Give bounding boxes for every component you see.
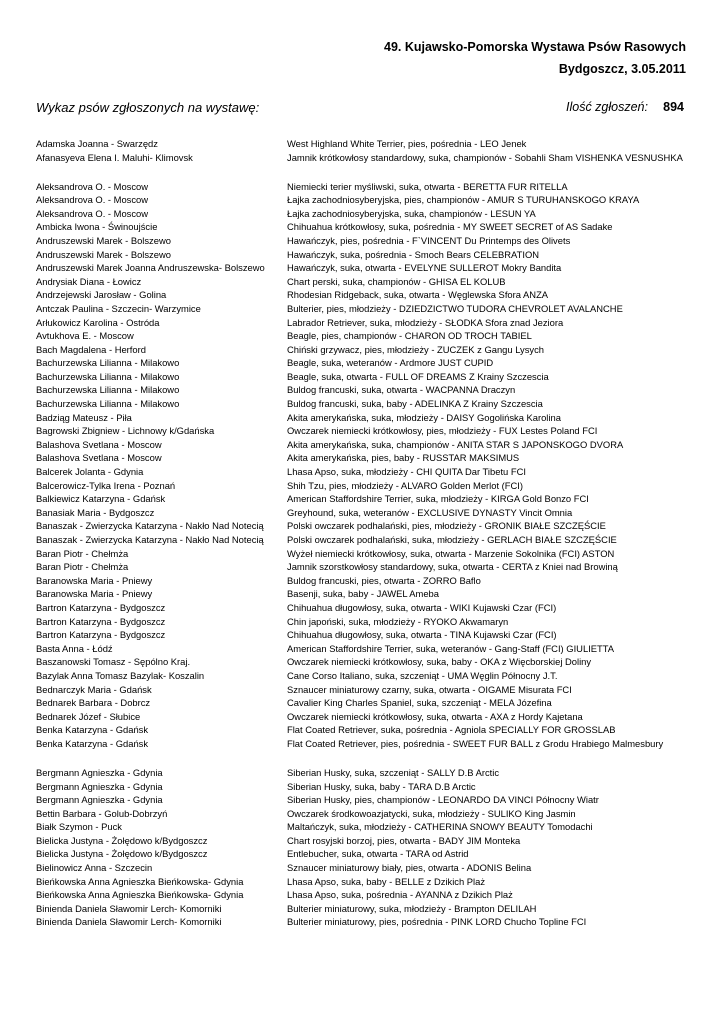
list-item <box>36 915 686 929</box>
list-item <box>36 888 686 902</box>
entry-owner: Adamska Joanna - Swarzędz <box>36 138 158 149</box>
entry-owner: Bieńkowska Anna Agnieszka Bieńkowska- Gdynia <box>36 889 244 901</box>
entry-dog: Hawańczyk, suka, pośrednia - Smoch Bears CELEBRATION <box>287 248 540 260</box>
list-item <box>36 438 686 452</box>
entry-dog: Siberian Husky, suka, szczeniąt - SALLY D.B Arctic <box>287 766 500 778</box>
entry-dog: American Staffordshire Terrier, suka, młodzieży - KIRGA Gold Bonzo FCI <box>287 493 589 505</box>
list-item <box>36 628 686 642</box>
entry-owner: Balashova Svetlana - Moscow <box>36 452 162 464</box>
entry-owner: Bielinowicz Anna - Szczecin <box>36 862 153 874</box>
entry-dog: Chihuahua długowłosy, suka, otwarta - WIKI Kujawski Czar (FCI) <box>287 601 557 613</box>
entry-owner: Aleksandrova O. - Moscow <box>36 194 149 206</box>
entry-dog: Polski owczarek podhalański, suka, młodzieży - GERLACH BIAŁE SZCZĘŚCIE <box>287 534 617 546</box>
list-item <box>36 574 686 588</box>
list-item <box>36 737 686 764</box>
entry-dog: Wyżeł niemiecki krótkowłosy, suka, otwarta - Marzenie Sokolnika (FCI) ASTON <box>287 547 615 559</box>
entry-dog: Flat Coated Retriever, suka, pośrednia - Agniola SPECIALLY FOR GROSSLAB <box>287 724 616 736</box>
entry-owner: Bachurzewska Lilianna - Milakowo <box>36 357 180 369</box>
entry-owner: Andrysiak Diana - Łowicz <box>36 275 142 287</box>
entry-dog: Cane Corso Italiano, suka, szczeniąt - UMA Węglin Północny J.T. <box>287 669 558 681</box>
entry-dog: Buldog francuski, suka, otwarta - WACPANNA Draczyn <box>287 384 516 396</box>
entry-dog: Greyhound, suka, weteranów - EXCLUSIVE DYNASTY Vincit Omnia <box>287 506 573 518</box>
list-item <box>36 766 686 780</box>
entry-dog: American Staffordshire Terrier, suka, weteranów - Gang-Staff (FCI) GIULIETTA <box>287 642 615 654</box>
list-item <box>36 207 686 221</box>
entry-owner: Banasiak Maria - Bydgoszcz <box>36 506 155 518</box>
entry-dog: Akita amerykańska, suka, młodzieży - DAISY Gogolińska Karolina <box>287 411 561 423</box>
entry-dog: Beagle, suka, weteranów - Ardmore JUST CUPID <box>287 357 494 369</box>
list-item <box>36 519 686 533</box>
entry-dog: Cavalier King Charles Spaniel, suka, szczeniąt - MELA Józefina <box>287 697 552 709</box>
list-item <box>36 465 686 479</box>
entry-owner: Andrzejewski Jarosław - Golina <box>36 289 167 301</box>
list-item <box>36 861 686 875</box>
list-item <box>36 875 686 889</box>
list-item <box>36 780 686 794</box>
entry-dog: Łajka zachodniosyberyjska, pies, championów - AMUR S TURUHANSKOGO KRAYA <box>287 194 640 206</box>
list-item <box>36 547 686 561</box>
entry-owner: Afanasyeva Elena I. Maluhi- Klimovsk <box>36 151 193 163</box>
entry-owner: Baranowska Maria - Pniewy <box>36 588 153 600</box>
entry-dog: Buldog francuski, pies, otwarta - ZORRO Baflo <box>287 574 481 586</box>
entry-owner: Bettin Barbara - Golub-Dobrzyń <box>36 807 168 819</box>
list-item <box>36 234 686 248</box>
list-item <box>36 793 686 807</box>
count-value: 894 <box>663 100 684 114</box>
entry-dog: Owczarek niemiecki krótkowłosy, suka, baby - OKA z Więcborskiej Doliny <box>287 656 592 668</box>
entry-dog: Bulterier miniaturowy, suka, młodzieży - Brampton DELILAH <box>287 902 537 914</box>
entry-dog: Lhasa Apso, suka, baby - BELLE z Dzikich Plaż <box>287 875 486 887</box>
entry-dog: Chin japoński, suka, młodzieży - RYOKO Akwamaryn <box>287 615 509 627</box>
header-subtitle: Bydgoszcz, 3.05.2011 <box>558 62 686 76</box>
entry-dog: Beagle, pies, championów - CHARON OD TROCH TABIEL <box>287 330 532 342</box>
list-item <box>36 820 686 834</box>
entry-dog: Niemiecki terier myśliwski, suka, otwarta - BERETTA FUR RITELLA <box>287 180 568 192</box>
entry-owner: Bednarek Barbara - Dobrcz <box>36 697 151 709</box>
entry-owner: Baran Piotr - Chełmża <box>36 561 129 573</box>
entry-owner: Bednarczyk Maria - Gdańsk <box>36 683 152 695</box>
entry-owner: Binienda Daniela Sławomir Lerch- Komorniki <box>36 902 222 914</box>
list-item <box>36 902 686 916</box>
list-item <box>36 615 686 629</box>
entry-owner: Bachurzewska Lilianna - Milakowo <box>36 370 180 382</box>
list-item <box>36 151 686 178</box>
entry-owner: Badziąg Mateusz - Piła <box>36 411 132 423</box>
entry-owner: Baranowska Maria - Pniewy <box>36 574 153 586</box>
header-title: 49. Kujawsko-Pomorska Wystawa Psów Rasowych <box>384 40 686 54</box>
list-item <box>36 479 686 493</box>
entry-dog: Entlebucher, suka, otwarta - TARA od Astrid <box>287 848 469 860</box>
list-item <box>36 642 686 656</box>
entry-dog: Owczarek niemiecki krótkowłosy, suka, otwarta - AXA z Hordy Kajetana <box>287 710 583 722</box>
list-item <box>36 601 686 615</box>
entry-owner: Balcerowicz-Tylka Irena - Poznań <box>36 479 176 491</box>
list-item <box>36 343 686 357</box>
list-item <box>36 424 686 438</box>
entry-owner: Bartron Katarzyna - Bydgoszcz <box>36 629 166 641</box>
entry-dog: West Highland White Terrier, pies, pośrednia - LEO Jenek <box>287 138 527 149</box>
entry-dog: Siberian Husky, pies, championów - LEONARDO DA VINCI Północny Wiatr <box>287 794 599 806</box>
entry-owner: Andruszewski Marek - Bolszewo <box>36 234 171 246</box>
entry-dog: Owczarek niemiecki krótkowłosy, pies, młodzieży - FUX Lestes Poland FCI <box>287 425 598 437</box>
entry-dog: Jamnik krótkowłosy standardowy, suka, championów - Sobahli Sham VISHENKA VESNUSHKA <box>287 151 683 163</box>
entry-owner: Avtukhova E. - Moscow <box>36 330 134 342</box>
list-item <box>36 710 686 724</box>
entry-owner: Banaszak - Zwierzycka Katarzyna - Nakło Nad Notecią <box>36 520 264 532</box>
entry-owner: Bachurzewska Lilianna - Milakowo <box>36 398 180 410</box>
list-item <box>36 506 686 520</box>
entry-dog: Shih Tzu, pies, młodzieży - ALVARO Golden Merlot (FCI) <box>287 479 524 491</box>
list-item <box>36 669 686 683</box>
entry-owner: Bartron Katarzyna - Bydgoszcz <box>36 601 166 613</box>
list-item <box>36 683 686 697</box>
entry-dog: Chihuahua długowłosy, suka, otwarta - TINA Kujawski Czar (FCI) <box>287 629 557 641</box>
entry-owner: Binienda Daniela Sławomir Lerch- Komorniki <box>36 916 222 928</box>
list-item <box>36 275 686 289</box>
entry-dog: Akita amerykańska, suka, championów - ANITA STAR S JAPONSKOGO DVORA <box>287 438 624 450</box>
entry-dog: Akita amerykańska, pies, baby - RUSSTAR MAKSIMUS <box>287 452 520 464</box>
list-item <box>36 492 686 506</box>
list-item <box>36 370 686 384</box>
list-item <box>36 137 686 151</box>
list-item <box>36 397 686 411</box>
entry-owner: Bazylak Anna Tomasz Bazylak- Koszalin <box>36 669 205 681</box>
list-item <box>36 411 686 425</box>
entry-owner: Bach Magdalena - Herford <box>36 343 146 355</box>
entry-dog: Beagle, suka, otwarta - FULL OF DREAMS Z Krainy Szczescia <box>287 370 549 382</box>
entry-owner: Basta Anna - Łódź <box>36 642 113 654</box>
list-item <box>36 655 686 669</box>
entry-dog: Chiński grzywacz, pies, młodzieży - ZUCZEK z Gangu Lysych <box>287 343 545 355</box>
entry-dog: Sznaucer miniaturowy czarny, suka, otwarta - OIGAME Misurata FCI <box>287 683 572 695</box>
entry-owner: Banaszak - Zwierzycka Katarzyna - Nakło Nad Notecią <box>36 534 264 546</box>
entry-owner: Bergmann Agnieszka - Gdynia <box>36 780 163 792</box>
entry-owner: Aleksandrova O. - Moscow <box>36 180 149 192</box>
list-item <box>36 248 686 262</box>
list-item <box>36 329 686 343</box>
entry-dog: Buldog francuski, suka, baby - ADELINKA Z Krainy Szczescia <box>287 398 543 410</box>
entry-owner: Antczak Paulina - Szczecin- Warzymice <box>36 302 201 314</box>
entry-owner: Ambicka Iwona - Świnoujście <box>36 221 158 233</box>
list-item <box>36 316 686 330</box>
entry-dog: Chart rosyjski borzoj, pies, otwarta - BADY JIM Monteka <box>287 834 521 846</box>
list-item <box>36 560 686 574</box>
list-title: Wykaz psów zgłoszonych na wystawę: <box>36 100 260 115</box>
entry-owner: Andruszewski Marek - Bolszewo <box>36 248 171 260</box>
entry-dog: Labrador Retriever, suka, młodzieży - SŁODKA Sfora znad Jeziora <box>287 316 564 328</box>
entry-owner: Benka Katarzyna - Gdańsk <box>36 737 149 749</box>
entry-owner: Bartron Katarzyna - Bydgoszcz <box>36 615 166 627</box>
entry-owner: Bielicka Justyna - Żołędowo k/Bydgoszcz <box>36 834 208 846</box>
list-item <box>36 834 686 848</box>
entry-owner: Arłukowicz Karolina - Ostróda <box>36 316 160 328</box>
entry-dog: Chihuahua krótkowłosy, suka, pośrednia - MY SWEET SECRET of AS Sadake <box>287 221 613 233</box>
list-item <box>36 288 686 302</box>
entry-owner: Aleksandrova O. - Moscow <box>36 207 149 219</box>
list-item <box>36 180 686 194</box>
entry-owner: Bergmann Agnieszka - Gdynia <box>36 794 163 806</box>
entry-owner: Balkiewicz Katarzyna - Gdańsk <box>36 493 166 505</box>
list-item <box>36 193 686 207</box>
list-item <box>36 696 686 710</box>
entry-dog: Bulterier miniaturowy, pies, pośrednia - PINK LORD Chucho Topline FCI <box>287 916 587 928</box>
entry-dog: Bulterier, pies, młodzieży - DZIEDZICTWO TUDORA CHEVROLET AVALANCHE <box>287 302 623 314</box>
entry-dog: Siberian Husky, suka, baby - TARA D.B Arctic <box>287 780 476 792</box>
entry-dog: Owczarek środkowoazjatycki, suka, młodzieży - SULIKO King Jasmin <box>287 807 576 819</box>
list-item <box>36 723 686 737</box>
entry-dog: Hawańczyk, suka, otwarta - EVELYNE SULLEROT Mokry Bandita <box>287 262 562 274</box>
count-label: Ilość zgłoszeń: <box>566 100 648 114</box>
list-item <box>36 451 686 465</box>
list-item <box>36 220 686 234</box>
entry-owner: Balcerek Jolanta - Gdynia <box>36 466 144 478</box>
entry-dog: Polski owczarek podhalański, pies, młodzieży - GRONIK BIAŁE SZCZĘŚCIE <box>287 520 606 532</box>
entry-dog: Sznaucer miniaturowy biały, pies, otwarta - ADONIS Belina <box>287 862 532 874</box>
entries-list <box>36 137 686 929</box>
entry-owner: Benka Katarzyna - Gdańsk <box>36 724 149 736</box>
entry-owner: Białk Szymon - Puck <box>36 821 122 833</box>
entry-owner: Andruszewski Marek Joanna Andruszewska- Bolszewo <box>36 262 265 274</box>
entry-owner: Bergmann Agnieszka - Gdynia <box>36 766 163 778</box>
entry-owner: Bielicka Justyna - Żołędowo k/Bydgoszcz <box>36 848 208 860</box>
entry-owner: Bieńkowska Anna Agnieszka Bieńkowska- Gdynia <box>36 875 244 887</box>
entry-owner: Bachurzewska Lilianna - Milakowo <box>36 384 180 396</box>
entry-dog: Chart perski, suka, championów - GHISA EL KOLUB <box>287 275 506 287</box>
entry-owner: Bednarek Józef - Słubice <box>36 710 141 722</box>
entry-dog: Flat Coated Retriever, pies, pośrednia - SWEET FUR BALL z Grodu Hrabiego Malmesbury <box>287 737 664 749</box>
entry-owner: Baran Piotr - Chełmża <box>36 547 129 559</box>
entry-owner: Balashova Svetlana - Moscow <box>36 438 162 450</box>
entry-dog: Rhodesian Ridgeback, suka, otwarta - Węglewska Sfora ANZA <box>287 289 549 301</box>
list-item <box>36 356 686 370</box>
list-item <box>36 302 686 316</box>
entry-dog: Łajka zachodniosyberyjska, suka, championów - LESUN YA <box>287 207 536 219</box>
entry-owner: Baszanowski Tomasz - Sępólno Kraj. <box>36 656 191 668</box>
entry-dog: Hawańczyk, pies, pośrednia - F`VINCENT Du Printemps des Olivets <box>287 234 571 246</box>
list-item <box>36 261 686 275</box>
list-item <box>36 533 686 547</box>
entry-dog: Maltańczyk, suka, młodzieży - CATHERINA SNOWY BEAUTY Tomodachi <box>287 821 593 833</box>
entry-dog: Basenji, suka, baby - JAWEL Ameba <box>287 588 439 600</box>
list-item <box>36 847 686 861</box>
entry-dog: Lhasa Apso, suka, pośrednia - AYANNA z Dzikich Plaż <box>287 889 513 901</box>
list-item <box>36 383 686 397</box>
entry-owner: Bagrowski Zbigniew - Lichnowy k/Gdańska <box>36 425 215 437</box>
entry-dog: Jamnik szorstkowłosy standardowy, suka, otwarta - CERTA z Kniei nad Browiną <box>287 561 618 573</box>
list-item <box>36 587 686 601</box>
entry-dog: Lhasa Apso, suka, młodzieży - CHI QUITA Dar Tibetu FCI <box>287 466 526 478</box>
list-item <box>36 807 686 821</box>
